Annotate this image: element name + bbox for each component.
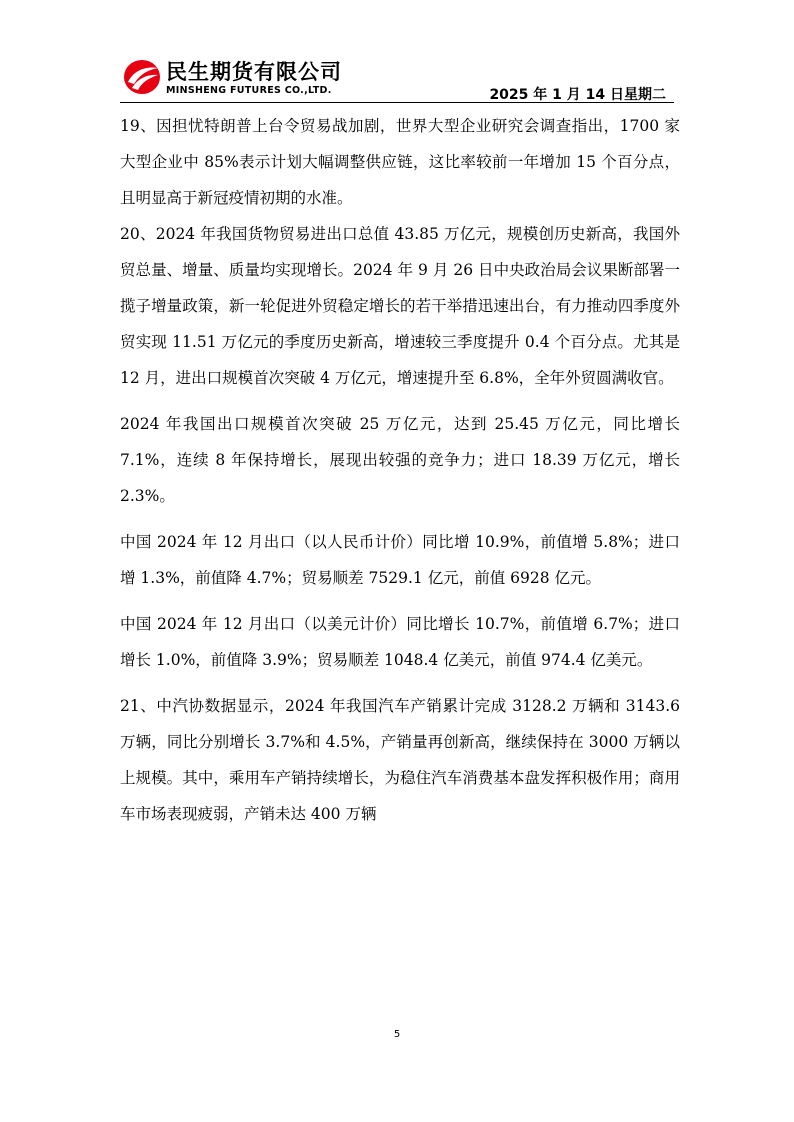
page-header — [0, 0, 794, 110]
paragraph-20: 20、2024 年我国货物贸易进出口总值 43.85 万亿元，规模创历史新高，我国外贸总量、增量、质量均实现增长。2024 年 9 月 26 日中央政治局会议果断部署一揽子增量政策，新一轮促进外贸稳定增长的若干举措迅速出台，有力推动四季度外贸实现 11.51 万亿元的季度历史新高，增速较三季度提升 0.4 个百分点。尤其是 12 月，进出口规模首次突破 4 万亿元，增速提升至 6.8%，全年外贸圆满收官。 — [120, 225, 680, 387]
logo-mark-icon — [122, 58, 162, 96]
paragraph-rmb-trade: 中国 2024 年 12 月出口（以人民币计价）同比增 10.9%，前值增 5.8%；进口增 1.3%，前值降 4.7%；贸易顺差 7529.1 亿元，前值 6928 亿元。 — [120, 533, 680, 587]
paragraph-export-scale: 2024 年我国出口规模首次突破 25 万亿元，达到 25.45 万亿元，同比增长 7.1%，连续 8 年保持增长，展现出较强的竞争力；进口 18.39 万亿元，增长 2.3%。 — [120, 415, 680, 505]
header-divider — [120, 102, 674, 103]
page-number: 5 — [393, 1029, 401, 1040]
paragraph-21: 21、中汽协数据显示，2024 年我国汽车产销累计完成 3128.2 万辆和 3143.6 万辆，同比分别增长 3.7%和 4.5%，产销量再创新高，继续保持在 3000 万辆以上规模。其中，乘用车产销持续增长，为稳住汽车消费基本盘发挥积极作用；商用车市场表现疲弱，产销未达 400 万辆 — [120, 697, 680, 823]
paragraph-usd-trade: 中国 2024 年 12 月出口（以美元计价）同比增长 10.7%，前值增 6.7%；进口增长 1.0%，前值降 3.9%；贸易顺差 1048.4 亿美元，前值 974.4 亿美元。 — [120, 615, 680, 669]
logo-chinese-name: 民生期货有限公司 — [166, 60, 342, 84]
company-logo — [122, 56, 372, 100]
paragraph-19: 19、因担忧特朗普上台令贸易战加剧，世界大型企业研究会调查指出，1700 家大型企业中 85%表示计划大幅调整供应链，这比率较前一年增加 15 个百分点，且明显高于新冠疫情初期的水准。 — [120, 117, 680, 207]
report-date: 2025 年 1 月 14 日星期二 — [489, 87, 666, 103]
document-body — [120, 108, 680, 832]
logo-english-name: MINSHENG FUTURES CO.,LTD. — [166, 85, 332, 96]
